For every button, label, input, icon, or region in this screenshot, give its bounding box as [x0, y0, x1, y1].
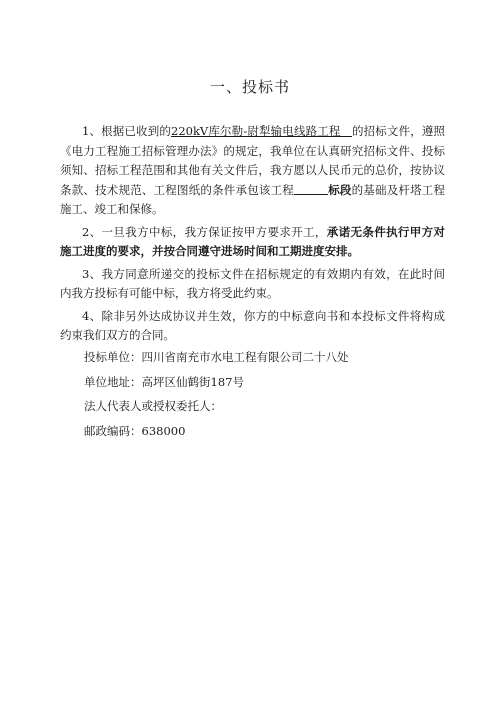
p2-bold-commitment: 承诺无条件执行甲方对施工进度的要求，并按合同遵守进场时间和工期进度安排。: [60, 224, 445, 258]
postal-code: 邮政编码：638000: [84, 423, 186, 438]
paragraph-4: 4、除非另外达成协议并生效，你方的中标意向书和本投标文件将构成约束我们双方的合同。: [60, 308, 445, 342]
p1-suffix: 的基础及杆塔工程施工、竣工和保修。: [60, 182, 446, 216]
section-blank: [294, 182, 328, 195]
paragraph-3: 3、我方同意所递交的投标文件在招标规定的有效期内有效，在此时间内我方投标有可能中标，我方将受此约束。: [60, 266, 445, 300]
section-label: 标段: [328, 182, 352, 197]
project-name: 220kV库尔勒-尉犁输电线路工程: [171, 124, 341, 138]
p2-text: 2、一旦我方中标，我方保证按甲方要求开工，: [82, 224, 327, 239]
bid-letter-body: [60, 122, 445, 349]
bidder-unit: 投标单位：四川省南充市水电工程有限公司二十八处: [84, 350, 349, 364]
p1-body: 的招标文件，遵照《电力工程施工招标管理办法》的规定，我单位在认真研究招标文件、投标须知、招标工程范围和其他有关文件后，我方愿以人民币元的总价，按协议条款、技术规范、工程图纸的条件承包该工程: [60, 124, 446, 197]
paragraph-1: [60, 122, 445, 220]
legal-representative: 法人代表人或授权委托人：: [84, 399, 222, 413]
p1-prefix: 1、根据已收到的: [82, 124, 172, 138]
paragraph-2: [60, 223, 445, 262]
page-title: 一、投标书: [209, 78, 290, 96]
project-underline-gap: [341, 124, 352, 138]
bidder-address: 单位地址：高坪区仙鹤街187号: [84, 374, 244, 389]
bidder-info: [84, 345, 349, 443]
